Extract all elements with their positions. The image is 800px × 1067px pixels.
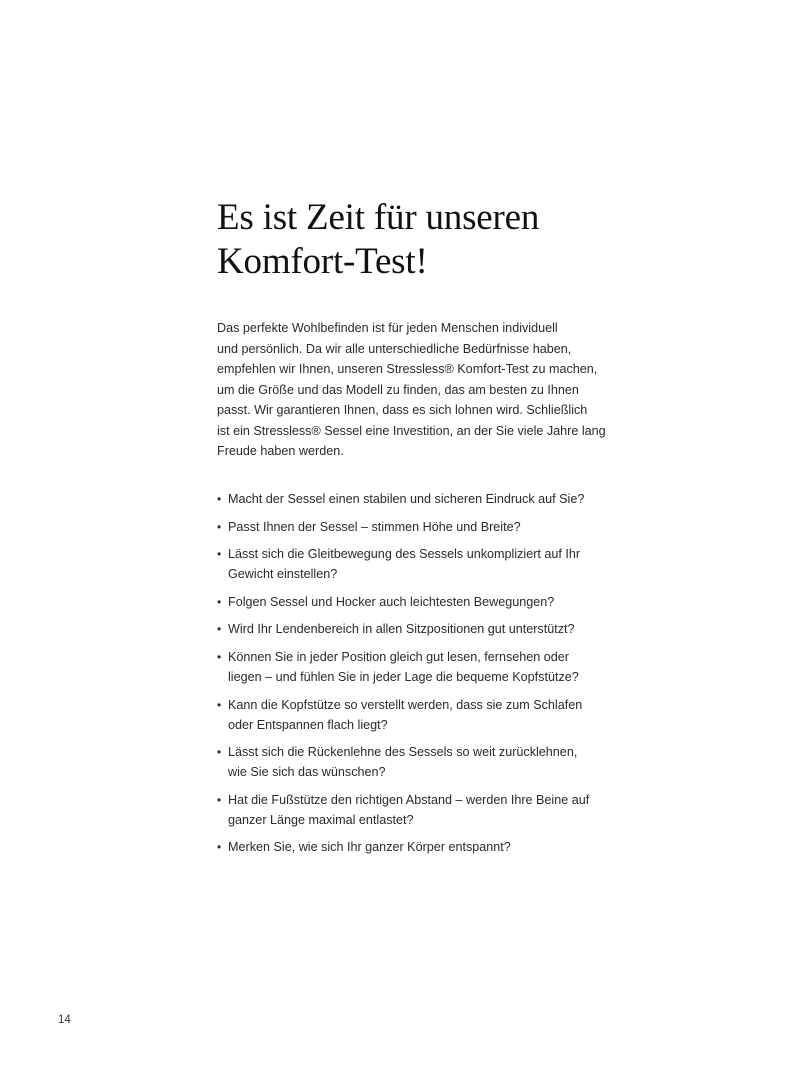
checklist-item-text: Lässt sich die Rückenlehne des Sessels so weit zurücklehnen, — [228, 745, 578, 760]
bullet-icon: • — [217, 745, 222, 760]
checklist-item-text: wie Sie sich das wünschen? — [228, 765, 386, 780]
comfort-checklist — [217, 489, 597, 865]
checklist-item-text: Hat die Fußstütze den richtigen Abstand – werden Ihre Beine auf — [228, 792, 590, 807]
intro-line: und persönlich. Da wir alle unterschiedliche Bedürfnisse haben, — [217, 341, 572, 356]
bullet-icon: • — [217, 622, 222, 637]
checklist-item-text: Macht der Sessel einen stabilen und sicheren Eindruck auf Sie? — [228, 492, 585, 506]
bullet-icon: • — [217, 547, 222, 562]
intro-line: Das perfekte Wohlbefinden ist für jeden Menschen individuell — [217, 321, 558, 335]
checklist-item-text: Lässt sich die Gleitbewegung des Sessels unkompliziert auf Ihr — [228, 547, 581, 562]
checklist-item — [217, 790, 597, 830]
intro-line: um die Größe und das Modell zu finden, das am besten zu Ihnen — [217, 382, 579, 397]
intro-line: ist ein Stressless® Sessel eine Investition, an der Sie viele Jahre lang — [217, 423, 606, 438]
checklist-item-text: ganzer Länge maximal entlastet? — [228, 812, 414, 827]
checklist-item-text: Gewicht einstellen? — [228, 567, 338, 582]
checklist-item-text: oder Entspannen flach liegt? — [228, 717, 388, 732]
checklist-item-text: Wird Ihr Lendenbereich in allen Sitzpositionen gut unterstützt? — [228, 622, 575, 637]
main-content — [217, 196, 606, 462]
checklist-item-text: Merken Sie, wie sich Ihr ganzer Körper entspannt? — [228, 840, 511, 855]
checklist-item — [217, 544, 597, 584]
checklist-item — [217, 619, 597, 639]
bullet-icon: • — [217, 840, 222, 855]
bullet-icon: • — [217, 519, 222, 534]
bullet-icon: • — [217, 594, 222, 609]
checklist-item — [217, 517, 597, 537]
checklist-item — [217, 489, 597, 509]
intro-line: empfehlen wir Ihnen, unseren Stressless® Komfort-Test zu machen, — [217, 362, 598, 376]
bullet-icon: • — [217, 649, 222, 664]
checklist-item-text: liegen – und fühlen Sie in jeder Lage die bequeme Kopfstütze? — [228, 669, 579, 684]
bullet-icon: • — [217, 792, 222, 807]
bullet-icon: • — [217, 492, 222, 506]
checklist-item — [217, 837, 597, 857]
checklist-item-text: Folgen Sessel und Hocker auch leichtesten Bewegungen? — [228, 594, 555, 609]
intro-line: passt. Wir garantieren Ihnen, dass es sich lohnen wird. Schließlich — [217, 403, 588, 417]
intro-paragraph — [217, 318, 606, 462]
checklist-item — [217, 695, 597, 735]
checklist-item-text: Können Sie in jeder Position gleich gut lesen, fernsehen oder — [228, 649, 569, 664]
intro-line: Freude haben werden. — [217, 444, 344, 458]
checklist-item — [217, 647, 597, 687]
title-line: Es ist Zeit für unseren — [217, 197, 540, 238]
checklist-item — [217, 592, 597, 612]
checklist-item-text: Kann die Kopfstütze so verstellt werden, dass sie zum Schlafen — [228, 697, 583, 712]
bullet-icon: • — [217, 697, 222, 712]
page-title — [217, 196, 589, 284]
checklist-item-text: Passt Ihnen der Sessel – stimmen Höhe und Breite? — [228, 519, 521, 534]
page-number: 14 — [58, 1014, 71, 1026]
title-line: Komfort-Test! — [217, 241, 428, 282]
checklist-item — [217, 742, 597, 782]
